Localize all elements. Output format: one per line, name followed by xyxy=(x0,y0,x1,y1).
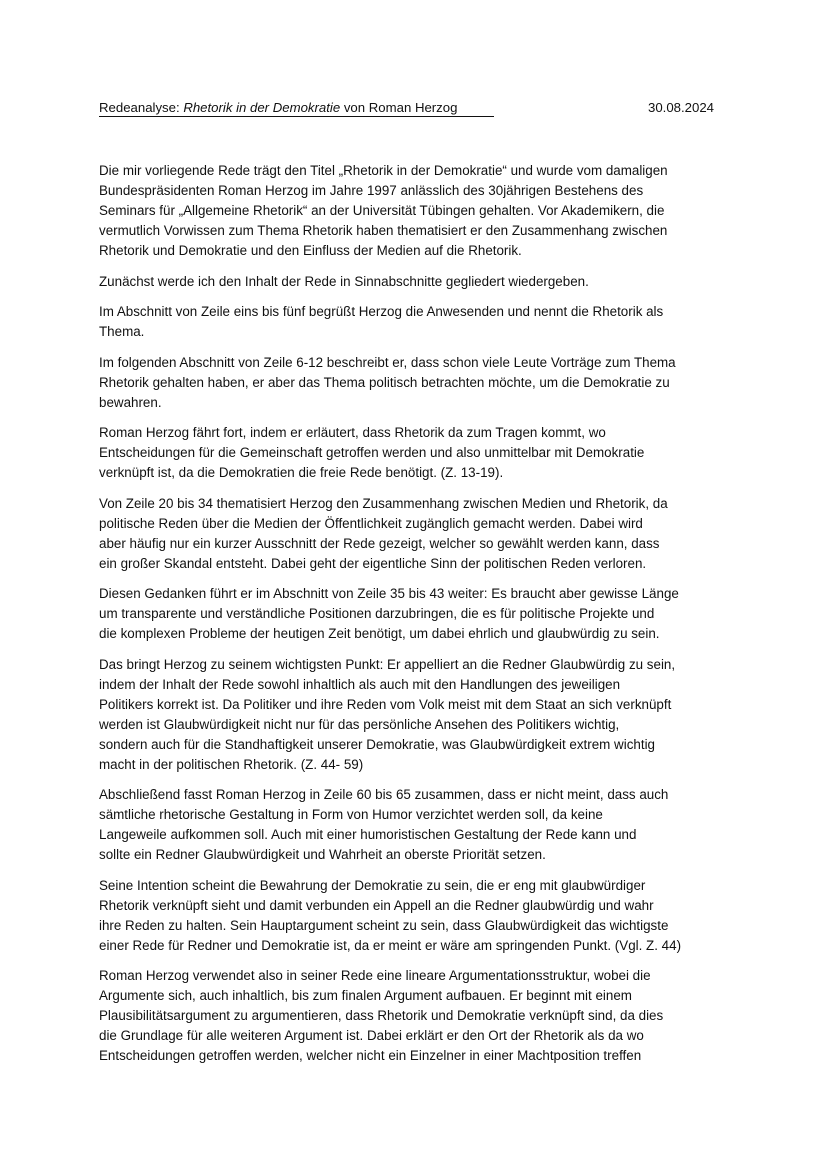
paragraph-line: Argumente sich, auch inhaltlich, bis zum finalen Argument aufbauen. Er beginnt mit einem xyxy=(99,988,632,1003)
paragraph-line: werden ist Glaubwürdigkeit nicht nur für das persönliche Ansehen des Politikers wichtig, xyxy=(99,716,620,732)
paragraph-line: Rhetorik und Demokratie und den Einfluss der Medien auf die Rhetorik. xyxy=(99,243,522,258)
paragraph-line: sämtliche rhetorische Gestaltung in Form von Humor verzichtet werden soll, da keine xyxy=(99,807,603,822)
paragraph-line: die Grundlage für alle weiteren Argument ist. Dabei erklärt er den Ort der Rhetorik als da wo xyxy=(99,1028,644,1043)
paragraph xyxy=(99,302,739,342)
paragraph-line: Seminars für „Allgemeine Rhetorik“ an der Universität Tübingen gehalten. Vor Akademikern, die xyxy=(99,203,665,218)
paragraph-line: bewahren. xyxy=(99,394,162,410)
paragraph xyxy=(99,785,739,865)
paragraph-line: Thema. xyxy=(99,324,145,339)
header-prefix: Redeanalyse: xyxy=(99,100,184,115)
paragraph xyxy=(99,494,739,574)
paragraph-line: politische Reden über die Medien der Öffentlichkeit zugänglich gemacht werden. Dabei wird xyxy=(99,515,643,531)
paragraph-line: um transparente und verständliche Positionen darzubringen, die es für politische Projekte und xyxy=(99,606,655,621)
paragraph-line: verknüpft ist, da die Demokratien die freie Rede benötigt. (Z. 13-19). xyxy=(99,465,504,480)
paragraph-line: Die mir vorliegende Rede trägt den Titel „Rhetorik in der Demokratie“ und wurde vom damaligen xyxy=(99,163,668,178)
paragraph-line: Im Abschnitt von Zeile eins bis fünf begrüßt Herzog die Anwesenden und nennt die Rhetorik als xyxy=(99,304,664,319)
paragraph-line: Roman Herzog fährt fort, indem er erläutert, dass Rhetorik da zum Tragen kommt, wo xyxy=(99,425,606,440)
paragraph-line: indem der Inhalt der Rede sowohl inhaltlich als auch mit den Handlungen des jeweiligen xyxy=(99,676,621,692)
paragraph-line: Bundespräsidenten Roman Herzog im Jahre 1997 anlässlich des 30jährigen Bestehens des xyxy=(99,183,644,198)
paragraph-line: sondern auch für die Standhaftigkeit unserer Demokratie, was Glaubwürdigkeit extrem wichtig xyxy=(99,736,655,752)
document-header xyxy=(99,99,714,117)
document-body xyxy=(99,161,739,1077)
paragraph-line: Plausibilitätsargument zu argumentieren, dass Rhetorik und Demokratie verknüpft sind, da dies xyxy=(99,1008,664,1023)
paragraph-line: Rhetorik gehalten haben, er aber das Thema politisch betrachten möchte, um die Demokratie zu xyxy=(99,374,670,390)
paragraph-line: ihre Reden zu halten. Sein Hauptargument scheint zu sein, dass Glaubwürdigkeit das wichtigste xyxy=(99,917,669,933)
paragraph-line: Im folgenden Abschnitt von Zeile 6-12 beschreibt er, dass schon viele Leute Vorträge zum Thema xyxy=(99,354,676,370)
header-date: 30.08.2024 xyxy=(647,100,714,115)
paragraph-line: Entscheidungen für die Gemeinschaft getroffen werden und also unmittelbar mit Demokratie xyxy=(99,445,645,460)
paragraph-line: einer Rede für Redner und Demokratie ist, da er meint er wäre am springenden Punkt. (Vgl. Z. 44) xyxy=(99,937,682,953)
paragraph-line: Rhetorik verknüpft sieht und damit verbunden ein Appell an die Redner glaubwürdig und wahr xyxy=(99,897,654,913)
paragraph-line: aber häufig nur ein kurzer Ausschnitt der Rede gezeigt, welcher so gewählt werden kann, dass xyxy=(99,535,660,551)
paragraph-line: Das bringt Herzog zu seinem wichtigsten Punkt: Er appelliert an die Redner Glaubwürdig zu sein, xyxy=(99,656,676,672)
header-title-italic: Rhetorik in der Demokratie xyxy=(183,100,341,115)
paragraph-line: Roman Herzog verwendet also in seiner Rede eine lineare Argumentationsstruktur, wobei die xyxy=(99,968,651,983)
paragraph xyxy=(99,584,739,644)
paragraph xyxy=(99,272,739,292)
paragraph-line: Politikers korrekt ist. Da Politiker und ihre Reden vom Volk meist mit dem Staat an sich verknüpft xyxy=(99,696,672,712)
paragraph-line: vermutlich Vorwissen zum Thema Rhetorik haben thematisiert er den Zusammenhang zwischen xyxy=(99,223,668,238)
header-suffix: von Roman Herzog xyxy=(340,100,458,115)
paragraph xyxy=(99,655,739,775)
paragraph-line: die komplexen Probleme der heutigen Zeit benötigt, um dabei ehrlich und glaubwürdig zu sein. xyxy=(99,626,660,641)
paragraph xyxy=(99,161,739,261)
paragraph xyxy=(99,876,739,956)
paragraph-line: Diesen Gedanken führt er im Abschnitt von Zeile 35 bis 43 weiter: Es braucht aber gewisse Länge xyxy=(99,586,679,601)
paragraph-line: ein großer Skandal entsteht. Dabei geht der eigentliche Sinn der politischen Reden verloren. xyxy=(99,555,647,571)
paragraph-line: sollte ein Redner Glaubwürdigkeit und Wahrheit an oberste Priorität setzen. xyxy=(99,847,546,862)
paragraph-line: Langeweile aufkommen soll. Auch mit einer humoristischen Gestaltung der Rede kann und xyxy=(99,827,637,842)
header-title xyxy=(99,99,494,117)
paragraph-line: Von Zeile 20 bis 34 thematisiert Herzog den Zusammenhang zwischen Medien und Rhetorik, da xyxy=(99,495,668,511)
paragraph-line: Entscheidungen getroffen werden, welcher nicht ein Einzelner in einer Machtposition treffen xyxy=(99,1048,642,1063)
paragraph-line: Abschließend fasst Roman Herzog in Zeile 60 bis 65 zusammen, dass er nicht meint, dass auch xyxy=(99,787,669,802)
paragraph xyxy=(99,423,739,483)
paragraph xyxy=(99,966,739,1066)
paragraph-line: Zunächst werde ich den Inhalt der Rede in Sinnabschnitte gegliedert wiedergeben. xyxy=(99,273,589,289)
paragraph xyxy=(99,353,739,413)
paragraph-line: macht in der politischen Rhetorik. (Z. 44- 59) xyxy=(99,756,364,772)
paragraph-line: Seine Intention scheint die Bewahrung der Demokratie zu sein, die er eng mit glaubwürdiger xyxy=(99,877,646,893)
